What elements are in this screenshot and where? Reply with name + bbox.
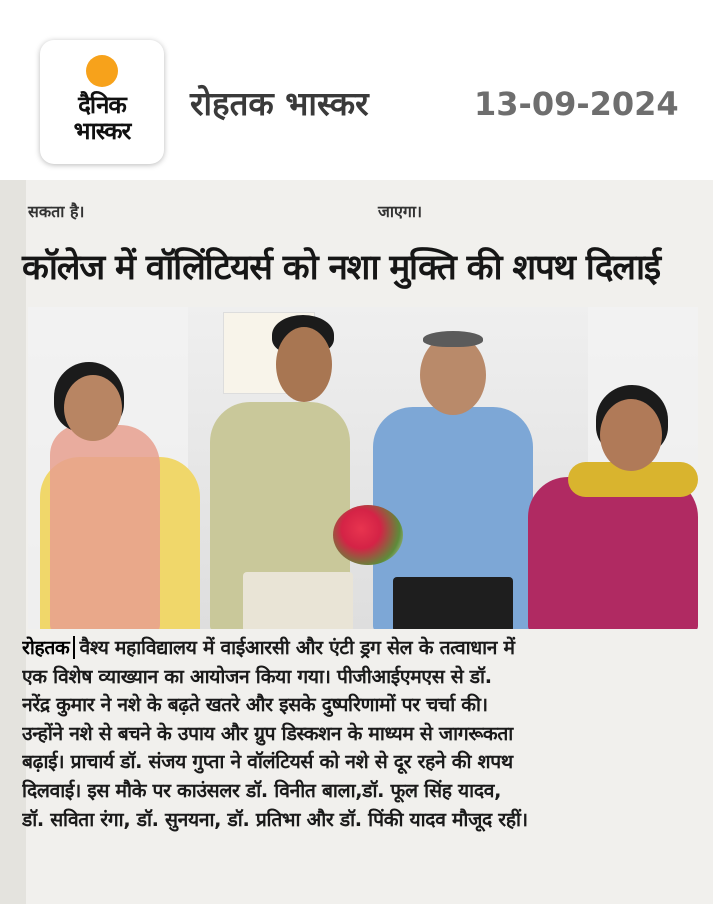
article-dateline: रोहतक <box>22 636 75 659</box>
article-line-text: वैश्य महाविद्यालय में वाईआरसी और एंटी ड्रग सेल के तत्वाधान में <box>79 636 515 659</box>
article-line: उन्होंने नशे से बचने के उपाय और ग्रुप डिस्कशन के माध्यम से जागरूकता <box>22 721 513 745</box>
cut-text-fragment-right: जाएगा। <box>378 202 423 221</box>
article-line: बढ़ाई। प्राचार्य डॉ. संजय गुप्ता ने वॉलंटियर्स को नशे से दूर रहने की शपथ <box>22 750 513 774</box>
dainik-bhaskar-logo[interactable] <box>40 40 164 164</box>
article-line: डॉ. सविता रंगा, डॉ. सुनयना, डॉ. प्रतिभा और डॉ. पिंकी यादव मौजूद रहीं। <box>22 807 528 831</box>
news-photo <box>28 307 698 629</box>
article-line: दिलवाई। इस मौके पर काउंसलर डॉ. विनीत बाला,डॉ. फूल सिंह यादव, <box>22 778 502 802</box>
edition-date: 13-09-2024 <box>474 85 679 123</box>
article-line: नरेंद्र कुमार ने नशे के बढ़ते खतरे और इसके दुष्परिणामों पर चर्चा की। <box>22 693 488 717</box>
sun-icon <box>86 55 118 87</box>
edition-title: रोहतक भास्कर <box>190 84 369 123</box>
logo-line-1: दैनिक <box>78 91 126 119</box>
article-line <box>22 634 702 663</box>
cut-text-fragment-left: सकता है। <box>28 202 85 221</box>
news-headline: कॉलेज में वॉलिंटियर्स को नशा मुक्ति की शपथ दिलाई <box>22 248 660 288</box>
article-body <box>22 634 702 834</box>
article-line: एक विशेष व्याख्यान का आयोजन किया गया। पीजीआईएमएस से डॉ. <box>22 664 492 688</box>
logo-line-2: भास्कर <box>73 117 131 145</box>
bouquet <box>333 505 403 565</box>
app-header <box>0 0 713 180</box>
